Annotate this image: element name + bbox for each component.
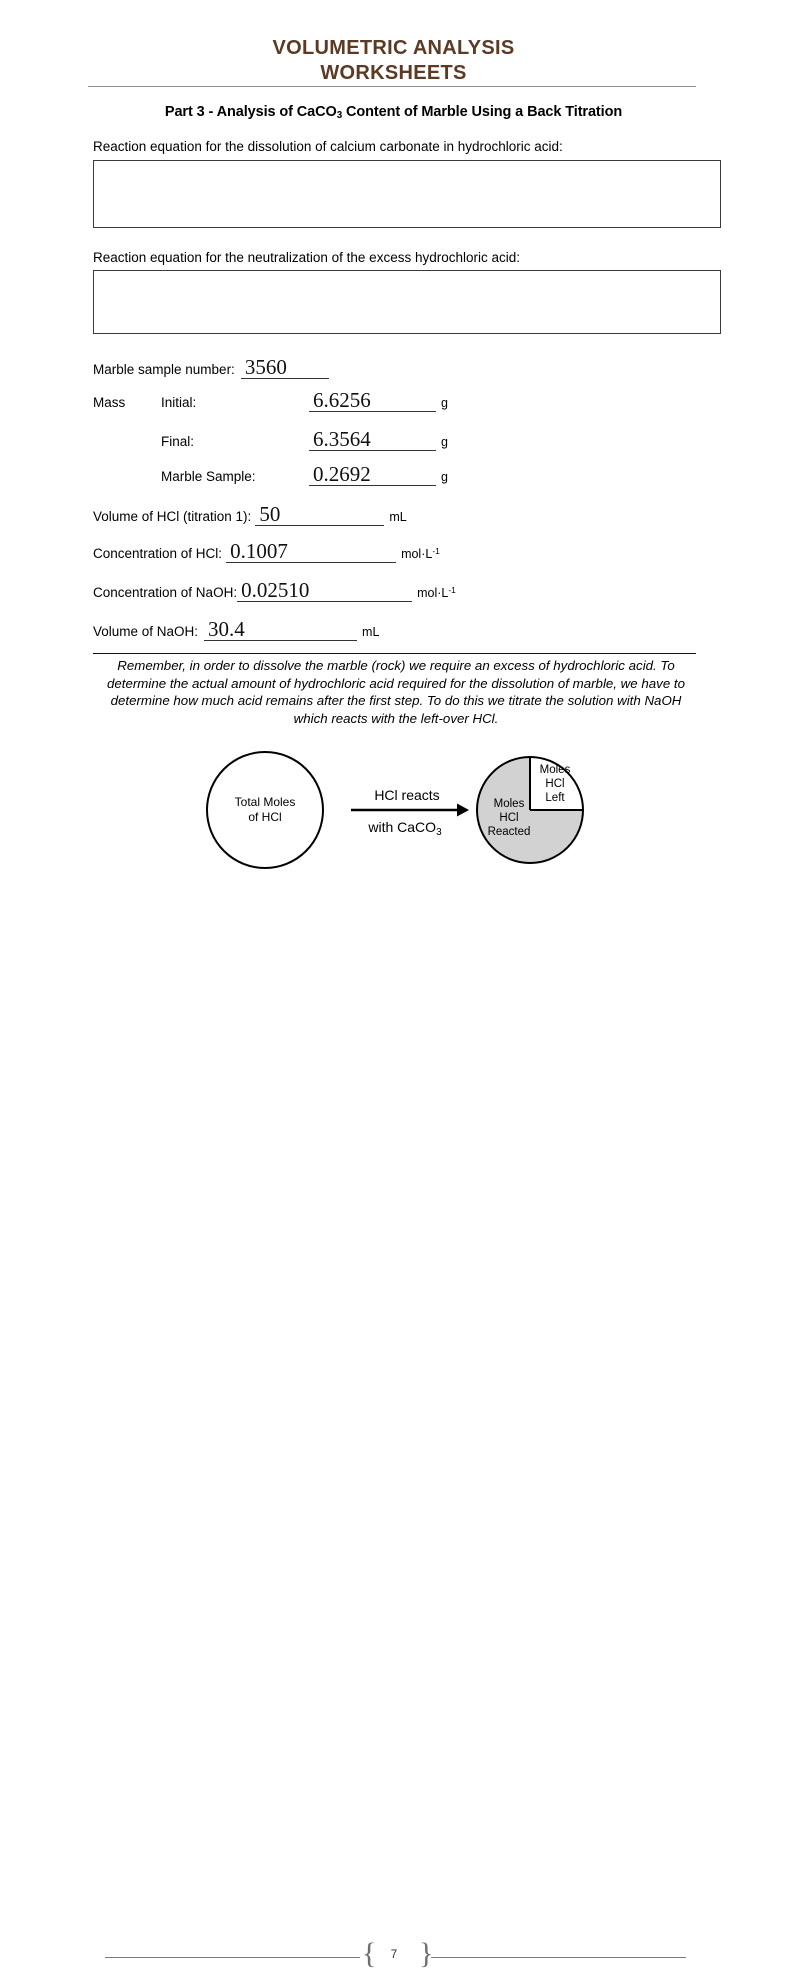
label-mass-initial: Initial: <box>161 395 197 410</box>
answer-box-dissolution[interactable] <box>93 160 721 228</box>
label-mass-marble-sample: Marble Sample: <box>161 469 256 484</box>
label-volume-hcl: Volume of HCl (titration 1): <box>93 509 252 524</box>
note-paragraph: Remember, in order to dissolve the marble (rock) we require an excess of hydrochloric acid. To determine the actual amount of hydrochloric acid required for the dissolution of marble, we have to determine how much acid remains after the first step. To do this we titrate the solution with NaOH which reacts with the left-over HCl. <box>107 658 685 726</box>
answer-box-neutralization[interactable] <box>93 270 721 334</box>
circle-total-moles-line2: of HCl <box>248 810 282 824</box>
field-mass-initial <box>93 390 448 416</box>
label-volume-naoh: Volume of NaOH: <box>93 624 199 639</box>
unit-concentration-hcl <box>396 546 440 561</box>
part-heading-subscript: 3 <box>336 110 343 122</box>
input-mass-marble-sample[interactable]: 0.2692 <box>309 464 436 486</box>
prompt-neutralization: Reaction equation for the neutralization of the excess hydrochloric acid: <box>93 250 520 265</box>
part-heading-suffix: Content of Marble Using a Back Titration <box>342 104 623 120</box>
input-concentration-hcl[interactable]: 0.1007 <box>226 541 396 563</box>
page-title <box>0 36 787 86</box>
unit-concentration-hcl-main: mol·L <box>401 547 433 561</box>
input-concentration-naoh[interactable]: 0.02510 <box>237 580 412 602</box>
footer-brace-right: } <box>419 1937 434 1970</box>
input-mass-initial[interactable]: 6.6256 <box>309 390 436 412</box>
field-volume-hcl <box>93 504 407 530</box>
unit-mass-initial: g <box>441 396 448 410</box>
field-marble-sample-number <box>93 357 329 383</box>
note-divider <box>93 653 696 654</box>
back-titration-diagram <box>195 748 595 876</box>
unit-concentration-naoh-exponent: -1 <box>448 585 456 596</box>
unit-volume-hcl: mL <box>389 510 407 524</box>
label-moles-left-line1: Moles <box>539 764 571 776</box>
title-line-2: WORKSHEETS <box>320 62 467 84</box>
footer-rule-left <box>105 1957 360 1958</box>
label-marble-sample-number: Marble sample number: <box>93 362 235 377</box>
label-mass-final: Final: <box>161 434 195 449</box>
circle-total-moles-line1: Total Moles <box>234 795 296 809</box>
unit-concentration-naoh <box>412 585 456 600</box>
unit-concentration-hcl-exponent: -1 <box>432 546 440 557</box>
footer-brace-left: { <box>362 1937 377 1970</box>
field-volume-naoh <box>93 619 379 645</box>
label-concentration-hcl: Concentration of HCl: <box>93 546 223 561</box>
arrow-label-below: with CaCO$_3$ <box>368 819 442 838</box>
footer-rule-right <box>431 1957 686 1958</box>
unit-mass-final: g <box>441 435 448 449</box>
input-marble-sample-number[interactable]: 3560 <box>241 357 329 379</box>
unit-volume-naoh: mL <box>362 625 380 639</box>
title-line-1: VOLUMETRIC ANALYSIS <box>272 37 515 59</box>
input-volume-hcl[interactable]: 50 <box>255 504 384 526</box>
field-mass-final <box>93 429 448 455</box>
label-concentration-naoh: Concentration of NaOH: <box>93 585 238 600</box>
part-heading-prefix: Part 3 - Analysis of CaCO <box>164 104 337 120</box>
arrow-label-above: HCl reacts <box>374 787 440 803</box>
label-moles-reacted-line2: HCl <box>499 812 519 824</box>
label-mass-group: Mass <box>93 395 126 410</box>
label-moles-left-line2: HCl <box>545 778 565 790</box>
unit-mass-marble-sample: g <box>441 470 448 484</box>
field-concentration-naoh <box>93 580 456 606</box>
part-heading <box>0 104 787 121</box>
input-mass-final[interactable]: 6.3564 <box>309 429 436 451</box>
reaction-arrow-head <box>457 804 469 817</box>
page-number: 7 <box>390 1949 398 1961</box>
unit-concentration-naoh-main: mol·L <box>417 586 449 600</box>
field-mass-marble-sample <box>93 464 448 490</box>
prompt-dissolution: Reaction equation for the dissolution of calcium carbonate in hydrochloric acid: <box>93 139 563 154</box>
title-divider <box>88 86 696 87</box>
page-footer <box>0 962 787 1970</box>
label-moles-left-line3: Left <box>545 792 565 804</box>
field-concentration-hcl <box>93 541 440 567</box>
input-volume-naoh[interactable]: 30.4 <box>204 619 357 641</box>
label-moles-reacted-line1: Moles <box>493 798 525 810</box>
label-moles-reacted-line3: Reacted <box>487 826 531 838</box>
